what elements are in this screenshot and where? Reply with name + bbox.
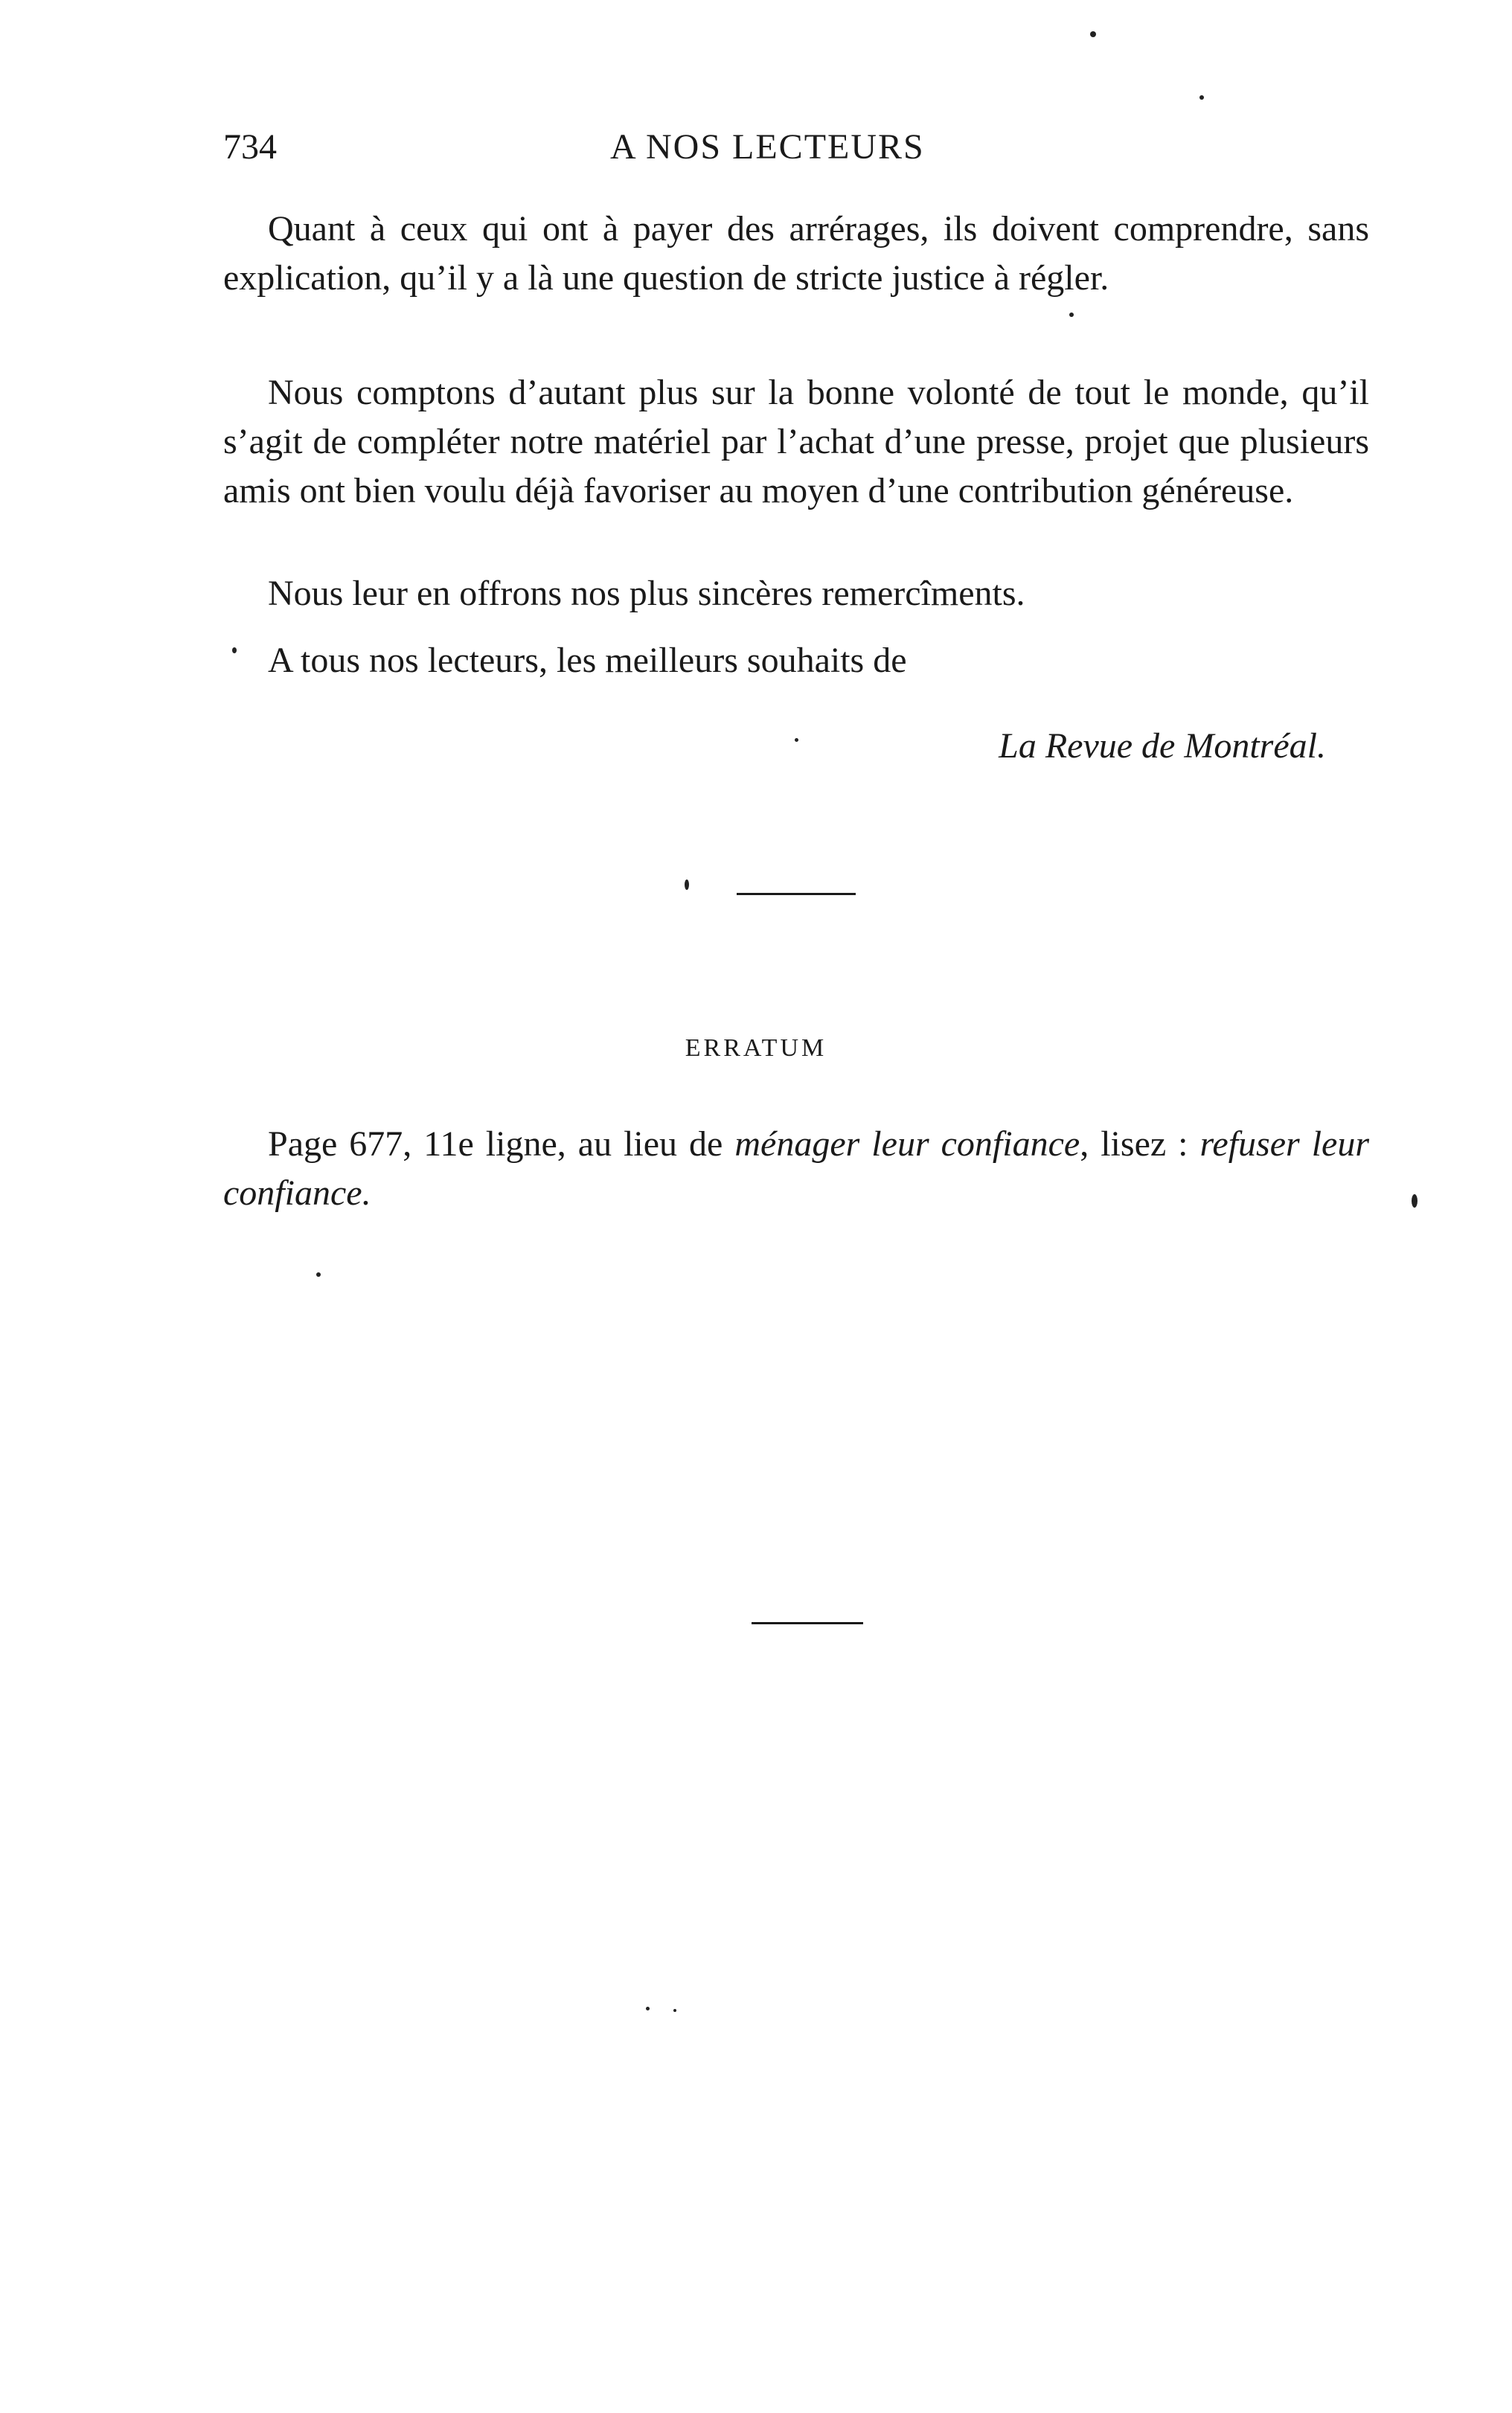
page-number: 734 xyxy=(223,127,277,167)
paragraph-arrears-text: Quant à ceux qui ont à payer des arrérages, ils doivent comprendre, sans explication, qu’il y a là une question de stricte justice à régler. xyxy=(223,209,1369,298)
print-speck xyxy=(685,879,689,890)
paragraph-thanks xyxy=(223,569,1369,618)
erratum-text-start: Page 677, 11e ligne, au lieu de xyxy=(268,1124,735,1164)
print-speck xyxy=(1199,95,1204,100)
erratum-heading: ERRATUM xyxy=(685,1034,827,1062)
print-speck xyxy=(646,2007,650,2010)
erratum-text-middle: , lisez : xyxy=(1080,1124,1200,1164)
erratum-correct-phrase: refuser leur confiance. xyxy=(223,1124,1370,1213)
section-divider xyxy=(737,893,856,895)
running-head: A NOS LECTEURS xyxy=(610,127,925,167)
signature: La Revue de Montréal. xyxy=(999,726,1326,766)
print-speck xyxy=(316,1272,321,1277)
print-speck xyxy=(795,738,798,742)
print-speck xyxy=(1412,1194,1418,1208)
print-speck xyxy=(1069,313,1074,317)
paragraph-press xyxy=(223,368,1369,516)
paragraph-wishes xyxy=(223,636,1369,685)
page-header xyxy=(223,126,1369,179)
end-divider xyxy=(752,1622,863,1624)
print-speck xyxy=(673,2009,676,2012)
paragraph-thanks-text: Nous leur en offrons nos plus sincères remercîments. xyxy=(268,574,1025,613)
erratum-text xyxy=(223,1120,1369,1218)
paragraph-arrears xyxy=(223,205,1369,303)
paragraph-wishes-text: A tous nos lecteurs, les meilleurs souhaits de xyxy=(268,641,907,680)
paragraph-press-text: Nous comptons d’autant plus sur la bonne volonté de tout le monde, qu’il s’agit de compléter notre matériel par l’achat d’une presse, projet que plusieurs amis ont bien voulu déjà favoriser au moyen d’une contribution généreuse. xyxy=(223,373,1369,510)
print-speck xyxy=(1090,31,1096,37)
erratum-wrong-phrase: ménager leur confiance xyxy=(734,1124,1080,1164)
print-speck xyxy=(232,647,237,653)
